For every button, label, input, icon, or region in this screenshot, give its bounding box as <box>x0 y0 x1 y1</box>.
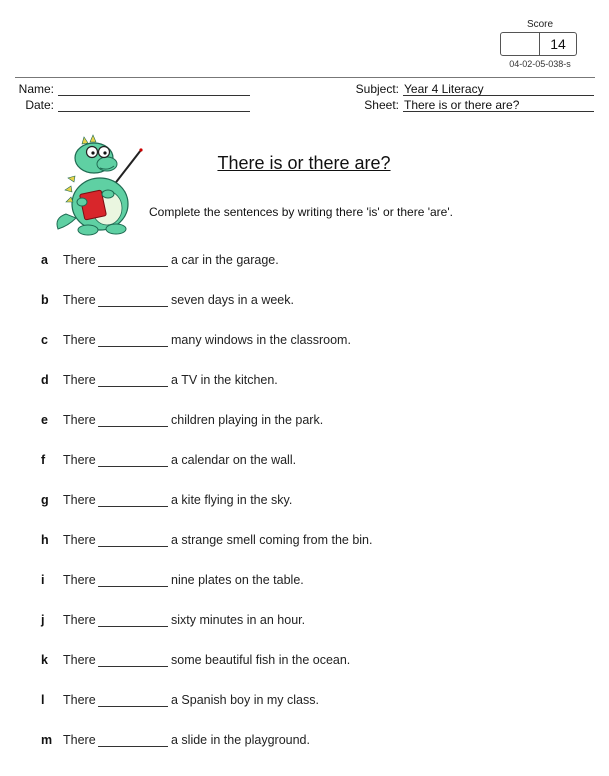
question-rest: a calendar on the wall. <box>171 453 297 467</box>
answer-blank[interactable] <box>98 506 168 507</box>
question-start: There <box>63 573 96 587</box>
question-row <box>0 493 609 513</box>
subject-label: Subject: <box>355 82 399 96</box>
worksheet-title: There is or there are? <box>217 153 391 173</box>
question-letter: a <box>41 253 48 267</box>
question-letter: c <box>41 333 48 347</box>
question-start: There <box>63 613 96 627</box>
question-letter: h <box>41 533 49 547</box>
answer-blank[interactable] <box>98 626 168 627</box>
question-start: There <box>63 493 96 507</box>
question-rest: sixty minutes in an hour. <box>171 613 306 627</box>
date-field[interactable] <box>58 97 250 112</box>
dinosaur-teacher-icon <box>52 132 144 236</box>
question-row <box>0 253 609 273</box>
question-rest: nine plates on the table. <box>171 573 304 587</box>
question-row <box>0 613 609 633</box>
question-rest: a slide in the playground. <box>171 733 310 747</box>
question-letter: k <box>41 653 48 667</box>
question-start: There <box>63 413 96 427</box>
answer-blank[interactable] <box>98 266 168 267</box>
question-letter: d <box>41 373 49 387</box>
question-letter: e <box>41 413 48 427</box>
question-start: There <box>63 253 96 267</box>
date-label: Date: <box>25 98 54 112</box>
question-rest: many windows in the classroom. <box>171 333 351 347</box>
answer-blank[interactable] <box>98 346 168 347</box>
answer-blank[interactable] <box>98 666 168 667</box>
name-label: Name: <box>18 82 54 96</box>
question-row <box>0 373 609 393</box>
question-row <box>0 733 609 753</box>
header-divider <box>15 77 595 78</box>
question-letter: l <box>41 693 45 707</box>
question-row <box>0 453 609 473</box>
question-start: There <box>63 653 96 667</box>
answer-blank[interactable] <box>98 306 168 307</box>
answer-blank[interactable] <box>98 706 168 707</box>
score-label: Score <box>526 19 554 30</box>
question-rest: a car in the garage. <box>171 253 279 267</box>
question-row <box>0 333 609 353</box>
question-start: There <box>63 453 96 467</box>
answer-blank[interactable] <box>98 466 168 467</box>
question-start: There <box>63 733 96 747</box>
question-rest: children playing in the park. <box>171 413 324 427</box>
question-letter: b <box>41 293 49 307</box>
question-row <box>0 653 609 673</box>
question-rest: a TV in the kitchen. <box>171 373 278 387</box>
answer-blank[interactable] <box>98 386 168 387</box>
question-row <box>0 573 609 593</box>
answer-blank[interactable] <box>98 746 168 747</box>
answer-blank[interactable] <box>98 586 168 587</box>
name-field[interactable] <box>58 81 250 96</box>
question-letter: i <box>41 573 45 587</box>
question-start: There <box>63 373 96 387</box>
question-start: There <box>63 693 96 707</box>
subject-value: Year 4 Literacy <box>404 82 484 96</box>
answer-blank[interactable] <box>98 546 168 547</box>
instructions: Complete the sentences by writing there 'is' or there 'are'. <box>149 205 453 219</box>
score-box <box>500 32 577 56</box>
sheet-label: Sheet: <box>364 98 399 112</box>
question-rest: a kite flying in the sky. <box>171 493 293 507</box>
question-row <box>0 413 609 433</box>
answer-blank[interactable] <box>98 426 168 427</box>
question-letter: j <box>41 613 45 627</box>
question-rest: some beautiful fish in the ocean. <box>171 653 351 667</box>
question-start: There <box>63 293 96 307</box>
question-row <box>0 293 609 313</box>
question-start: There <box>63 533 96 547</box>
question-row <box>0 693 609 713</box>
question-rest: seven days in a week. <box>171 293 294 307</box>
question-letter: g <box>41 493 49 507</box>
question-letter: m <box>41 733 53 747</box>
score-value: 14 <box>550 36 566 52</box>
question-rest: a strange smell coming from the bin. <box>171 533 373 547</box>
question-rest: a Spanish boy in my class. <box>171 693 319 707</box>
sheet-value: There is or there are? <box>404 98 520 112</box>
question-letter: f <box>41 453 46 467</box>
question-row <box>0 533 609 553</box>
question-start: There <box>63 333 96 347</box>
worksheet-code: 04-02-05-038-s <box>509 59 571 69</box>
